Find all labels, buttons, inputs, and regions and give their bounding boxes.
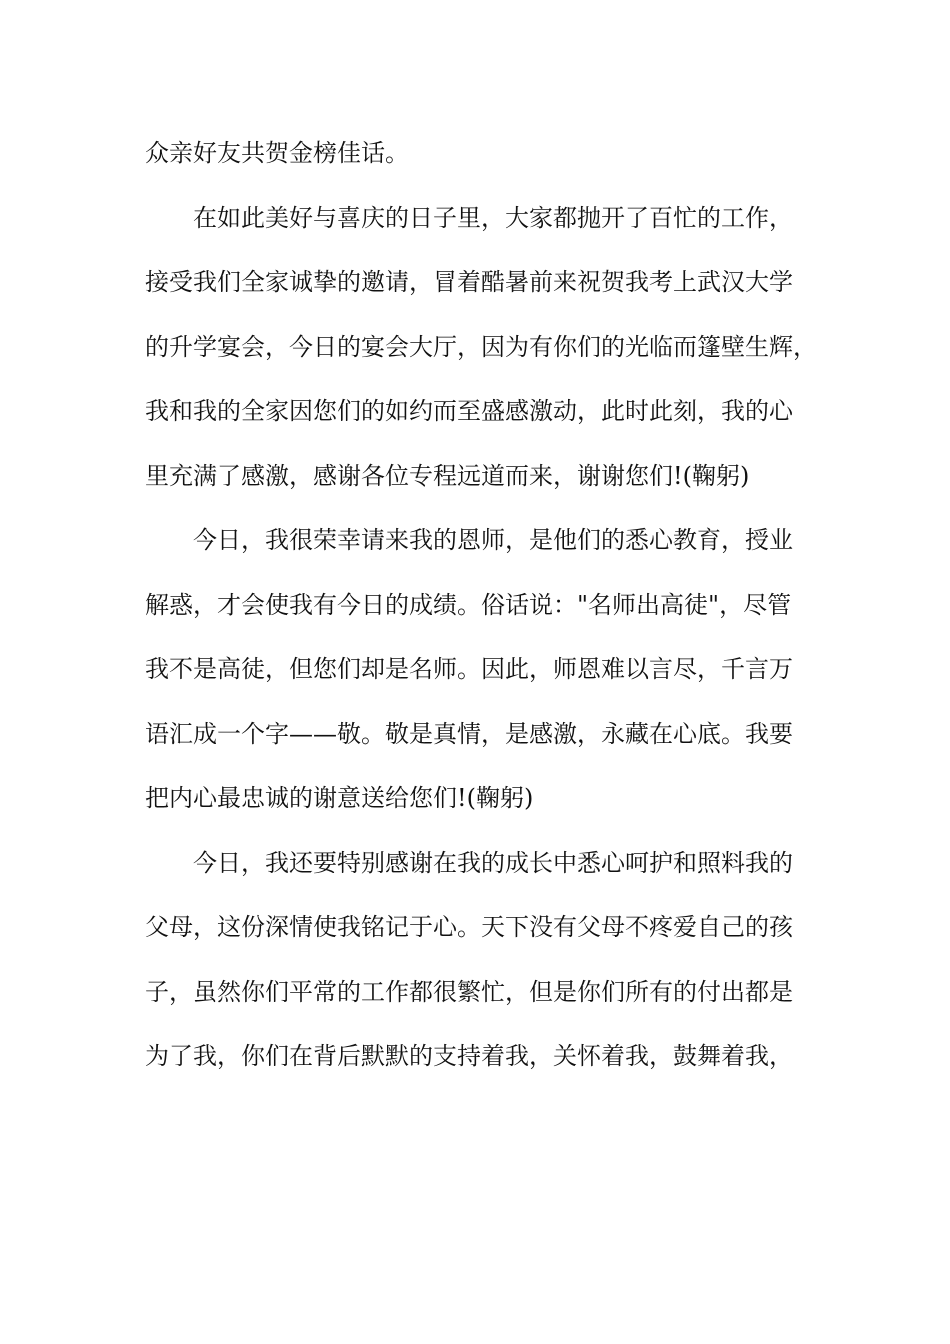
text-line: 今日，我很荣幸请来我的恩师，是他们的悉心教育，授业 bbox=[193, 526, 793, 554]
text-line: 为了我，你们在背后默默的支持着我，关怀着我，鼓舞着我， bbox=[145, 1042, 793, 1070]
text-line: 语汇成一个字——敬。敬是真情，是感激，永藏在心底。我要 bbox=[145, 719, 793, 748]
text-line: 的升学宴会，今日的宴会大厅，因为有你们的光临而篷壁生辉， bbox=[145, 332, 817, 361]
text-line: 在如此美好与喜庆的日子里，大家都抛开了百忙的工作， bbox=[193, 203, 793, 232]
text-line: 众亲好友共贺金榜佳话。 bbox=[145, 139, 409, 167]
text-line: 我和我的全家因您们的如约而至盛感激动，此时此刻，我的心 bbox=[145, 397, 793, 425]
text-line: 把内心最忠诚的谢意送给您们!(鞠躬) bbox=[145, 784, 534, 812]
text-line: 父母，这份深情使我铭记于心。天下没有父母不疼爱自己的孩 bbox=[145, 913, 793, 941]
text-line: 解惑，才会使我有今日的成绩。俗话说："名师出高徒"，尽管 bbox=[145, 590, 792, 619]
text-line: 子，虽然你们平常的工作都很繁忙，但是你们所有的付出都是 bbox=[145, 977, 793, 1006]
text-line: 接受我们全家诚挚的邀请，冒着酷暑前来祝贺我考上武汉大学 bbox=[145, 268, 793, 296]
document-body bbox=[145, 128, 835, 1096]
text-line: 我不是高徒，但您们却是名师。因此，师恩难以言尽，千言万 bbox=[145, 655, 793, 683]
text-line: 今日，我还要特别感谢在我的成长中悉心呵护和照料我的 bbox=[193, 848, 793, 877]
text-line: 里充满了感激，感谢各位专程远道而来，谢谢您们!(鞠躬) bbox=[145, 461, 750, 490]
